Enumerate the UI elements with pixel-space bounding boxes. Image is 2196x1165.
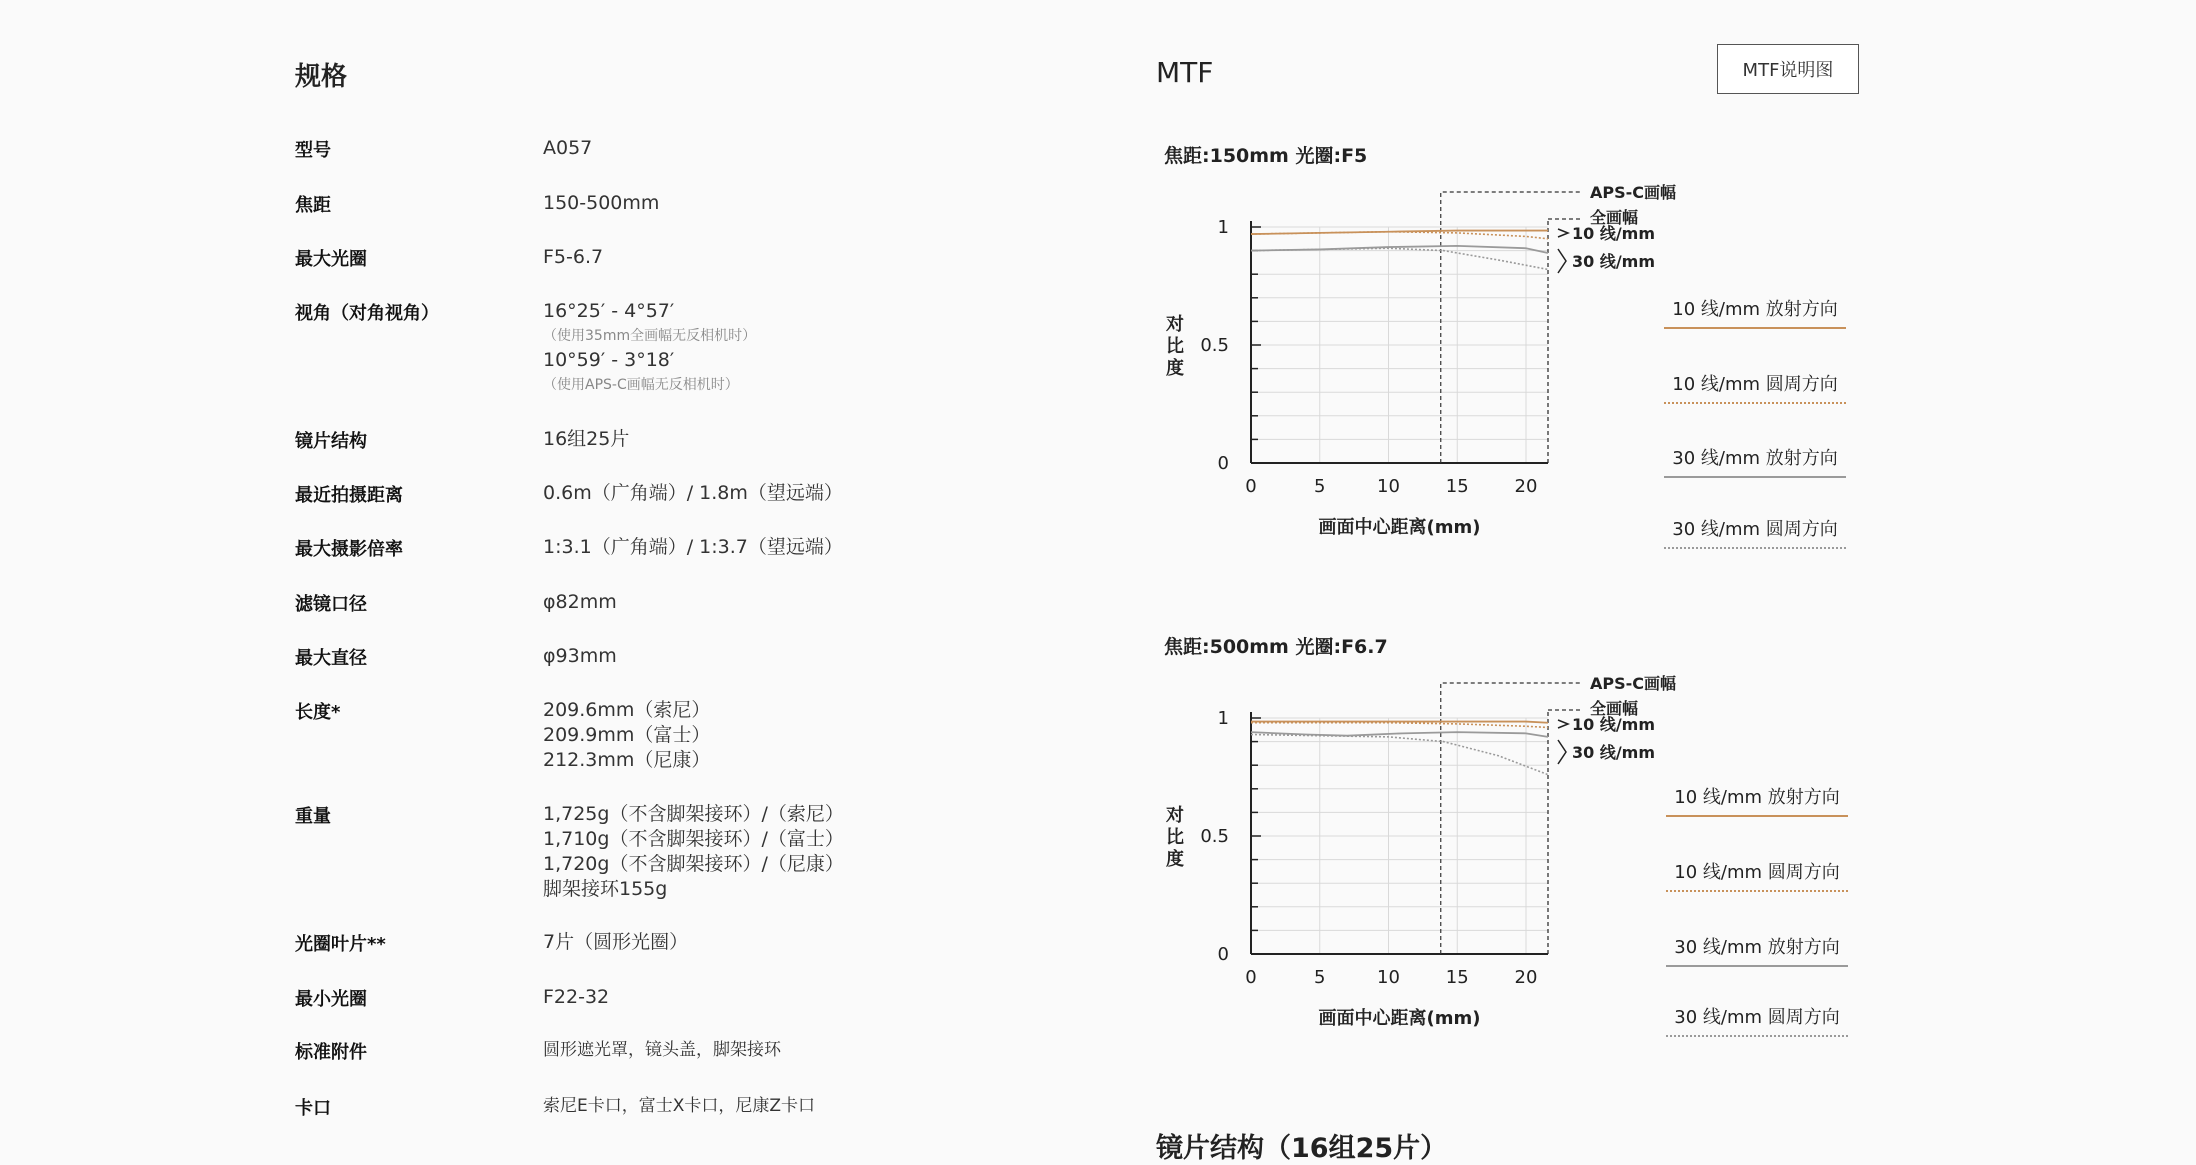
y-tick-label: 1 [1217,708,1229,729]
spec-value-line: 209.6mm（索尼） [543,699,711,721]
chart-title-150mm: 焦距:150mm 光圈:F5 [1164,145,1368,167]
spec-value-line: 16组25片 [543,428,630,450]
legend-swatch [1664,402,1846,404]
legend-swatch [1664,547,1846,549]
spec-value [543,136,592,161]
legend-item [1664,515,1846,549]
spec-value-line: 圆形遮光罩，镜头盖，脚架接环 [543,1040,781,1060]
apsc-label: APS-C画幅 [1590,183,1677,202]
spec-value-line: A057 [543,137,593,159]
series-line-1 [1251,723,1548,728]
spec-value-line: 0.6m（广角端）/ 1.8m（望远端） [543,482,843,504]
spec-value-line: φ82mm [543,591,617,613]
spec-value-line: 209.9mm（富士） [543,724,711,746]
spec-label: 标准附件 [295,1042,367,1063]
x-tick-label: 10 [1377,476,1400,497]
y-tick-label: 0.5 [1200,826,1229,847]
legend-label: 30 线/mm 放射方向 [1672,448,1838,469]
spec-value-line: φ93mm [543,645,617,667]
legend-item [1666,1003,1848,1037]
legend-label: 30 线/mm 圆周方向 [1672,519,1838,540]
spec-label: 长度* [295,702,341,723]
legend-label: 10 线/mm 圆周方向 [1674,862,1840,883]
legend-swatch [1666,890,1848,892]
x-tick-label: 0 [1245,967,1257,988]
x-tick-label: 20 [1514,476,1538,497]
legend-item [1664,295,1846,329]
spec-label: 光圈叶片** [295,934,386,955]
mtf-chart-500mm [1150,661,1710,1041]
label-10-lines: 10 线/mm [1572,224,1656,243]
legend-label: 30 线/mm 圆周方向 [1674,1007,1840,1028]
x-tick-label: 5 [1314,967,1326,988]
legend-item [1664,444,1846,478]
spec-value-line: 1:3.1（广角端）/ 1:3.7（望远端） [543,536,843,558]
spec-label: 重量 [295,806,331,827]
spec-label: 型号 [295,140,331,161]
legend-item [1666,858,1848,892]
label-30-lines: 30 线/mm [1572,252,1656,271]
spec-label: 镜片结构 [295,431,367,452]
apsc-boundary [1441,683,1580,954]
legend-label: 10 线/mm 放射方向 [1674,787,1840,808]
bracket-10-icon [1558,229,1568,237]
spec-value-line: 212.3mm（尼康） [543,749,711,771]
x-axis-label: 画面中心距离(mm) [1318,517,1481,538]
y-tick-label: 0.5 [1200,335,1229,356]
legend-item [1666,933,1848,967]
series-line-3 [1251,248,1548,269]
legend-swatch [1666,965,1848,967]
chart-title-500mm: 焦距:500mm 光圈:F6.7 [1164,636,1388,658]
x-tick-label: 5 [1314,476,1326,497]
legend-swatch [1664,327,1846,329]
legend-label: 30 线/mm 放射方向 [1674,937,1840,958]
y-tick-label: 1 [1217,217,1229,238]
spec-value [543,191,659,216]
spec-value-line: 1,710g（不含脚架接环）/（富士） [543,828,844,850]
spec-label: 最大光圈 [295,249,367,270]
spec-label: 卡口 [295,1098,331,1119]
mtf-chart-150mm [1150,170,1710,550]
spec-label: 最近拍摄距离 [295,485,403,506]
y-axis-label: 对比度 [1166,805,1184,870]
series-line-1 [1251,232,1548,239]
spec-value-line: F22-32 [543,986,610,1008]
spec-value [543,535,843,560]
bracket-30-icon [1558,249,1566,273]
x-tick-label: 20 [1514,967,1538,988]
series-line-3 [1251,735,1548,775]
full-frame-label: 全画幅 [1590,208,1639,227]
spec-label: 最大摄影倍率 [295,539,403,560]
legend-swatch [1666,1035,1848,1037]
spec-value-line: 脚架接环155g [543,878,668,900]
spec-value [543,299,756,397]
legend-swatch [1666,815,1848,817]
spec-value-line: 1,720g（不含脚架接环）/（尼康） [543,853,844,875]
spec-value [543,930,688,955]
spec-value-note: （使用APS-C画幅无反相机时） [543,377,739,393]
specs-title: 规格 [295,62,348,92]
x-tick-label: 0 [1245,476,1257,497]
spec-value [543,427,629,452]
spec-value-note: （使用35mm全画幅无反相机时） [543,328,757,344]
y-axis-label: 对比度 [1166,314,1184,379]
spec-value-line: 150-500mm [543,192,660,214]
mtf-explanation-button[interactable]: MTF说明图 [1717,44,1859,94]
label-30-lines: 30 线/mm [1572,743,1656,762]
label-10-lines: 10 线/mm [1572,715,1656,734]
spec-label: 滤镜口径 [295,594,367,615]
legend-label: 10 线/mm 圆周方向 [1672,374,1838,395]
spec-value-line: 7片（圆形光圈） [543,931,689,953]
spec-label: 焦距 [295,195,331,216]
x-tick-label: 10 [1377,967,1400,988]
x-tick-label: 15 [1445,967,1469,988]
x-axis-label: 画面中心距离(mm) [1318,1008,1481,1029]
apsc-label: APS-C画幅 [1590,674,1677,693]
mtf-title: MTF [1156,56,1214,89]
legend-label: 10 线/mm 放射方向 [1672,299,1838,320]
y-tick-label: 0 [1217,453,1229,474]
legend-item [1666,783,1848,817]
y-tick-label: 0 [1217,944,1229,965]
apsc-boundary [1441,192,1580,463]
spec-value [543,1094,815,1119]
spec-label: 视角（对角视角） [295,303,439,324]
spec-value [543,644,617,669]
spec-value [543,481,843,506]
x-tick-label: 15 [1445,476,1469,497]
bracket-30-icon [1558,740,1566,764]
bracket-10-icon [1558,720,1568,728]
spec-value-line: 16°25′ - 4°57′ [543,300,675,322]
legend-swatch [1664,476,1846,478]
spec-value-line: 10°59′ - 3°18′ [543,349,675,371]
spec-value [543,590,617,615]
spec-value-line: 1,725g（不含脚架接环）/（索尼） [543,803,844,825]
lens-construction-heading: 镜片结构（16组25片） [1156,1133,1448,1164]
spec-label: 最小光圈 [295,989,367,1010]
spec-value-line: 索尼E卡口，富士X卡口，尼康Z卡口 [543,1096,816,1116]
spec-value [543,802,844,902]
spec-value [543,1038,781,1063]
legend-item [1664,370,1846,404]
spec-value [543,698,710,773]
spec-value [543,245,603,270]
spec-label: 最大直径 [295,648,367,669]
full-frame-label: 全画幅 [1590,699,1639,718]
spec-value [543,985,609,1010]
spec-value-line: F5-6.7 [543,246,604,268]
